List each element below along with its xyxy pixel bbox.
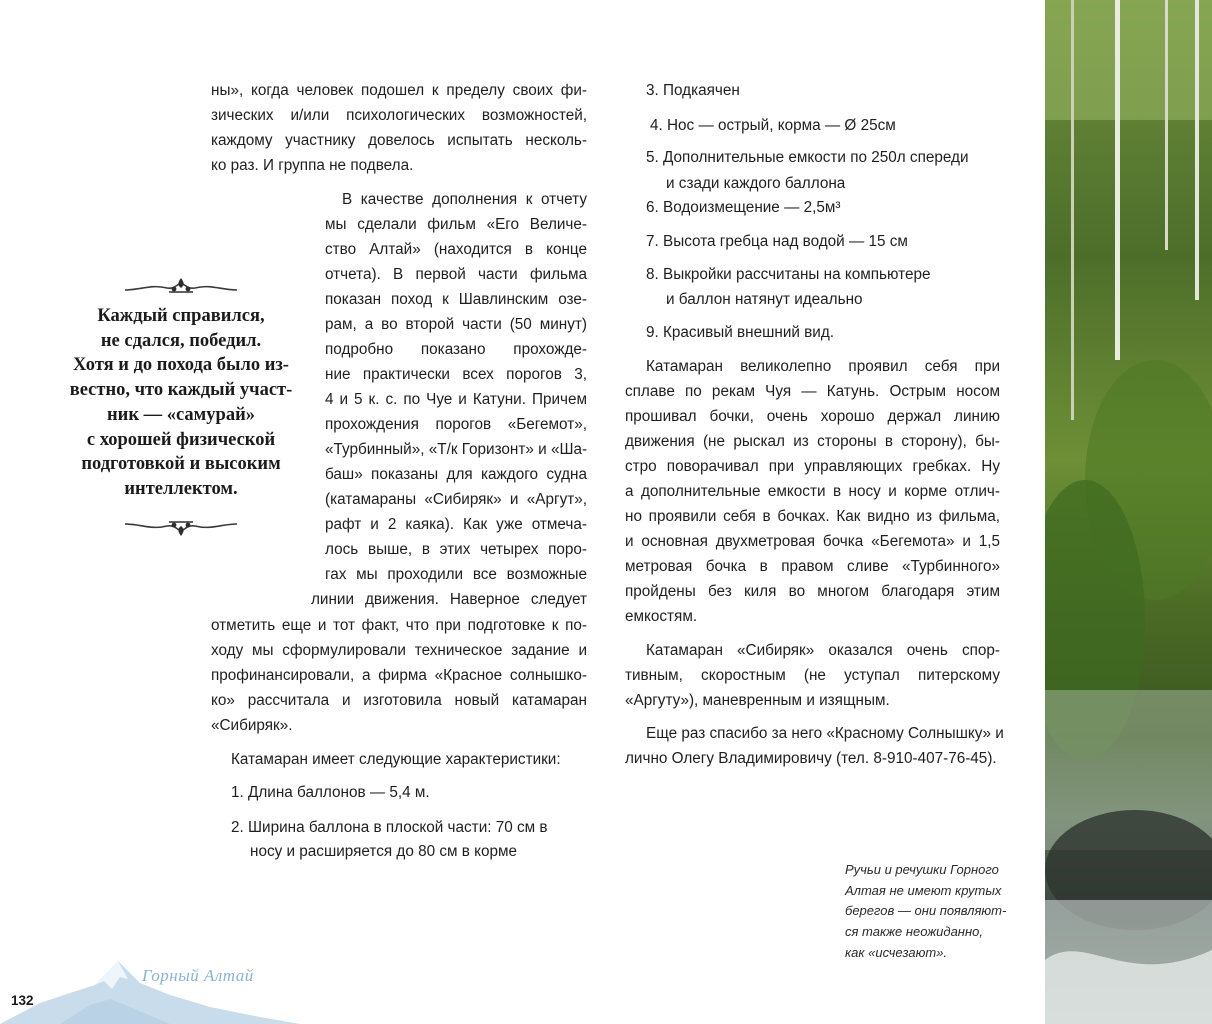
caption-line: берегов — они появляют- [845, 903, 1007, 919]
pull-quote [45, 276, 317, 538]
text-line: линии движения. Наверное следует [311, 591, 587, 608]
text-line: но проявили себя в бочках. Как видно из фильма, [625, 508, 1000, 525]
text-line: рафт и 2 каяка). Как уже отмеча- [325, 516, 587, 533]
page-number: 132 [11, 993, 34, 1008]
caption-line: Алтая не имеют крутых [845, 882, 1002, 898]
text-line: тивным, скоростным (не уступал питерскому [625, 667, 1000, 684]
quote-line: с хорошей физической [86, 429, 276, 450]
text-line: метровая бочка в правом сливе «Турбинного» [625, 558, 1000, 575]
spec-item: носу и расширяется до 80 см в корме [250, 843, 518, 860]
spec-item: 7. Высота гребца над водой — 15 см [646, 233, 908, 250]
text-line: рам, а во второй части (50 минут) [325, 316, 587, 333]
spec-item: 6. Водоизмещение — 2,5м³ [646, 199, 841, 216]
text-line: 4 и 5 к. с. по Чуе и Катуни. Причем [325, 391, 587, 408]
quote-line: ник — «самурай» [107, 404, 255, 425]
photo-caption [845, 860, 1025, 964]
quote-line: вестно, что каждый участ- [69, 380, 293, 401]
quote-line: Хотя и до похода было из- [73, 355, 289, 376]
text-line: сплаве по рекам Чуя — Катунь. Острым носом [625, 383, 1000, 400]
text-line: лично Олегу Владимировичу (тел. 8-910-407-76-45). [625, 750, 997, 767]
spec-item: 9. Красивый внешний вид. [646, 324, 835, 341]
book-title: Горный Алтай [142, 966, 254, 985]
text-line: ходу мы сформулировали техническое задание и [211, 642, 587, 659]
text-line: подробно показано прохожде- [325, 341, 587, 358]
spec-item: 4. Нос — острый, корма — Ø 25см [650, 117, 896, 134]
quote-line: интеллектом. [124, 478, 238, 499]
text-line: Катамаран великолепно проявил себя при [646, 358, 1000, 375]
text-line: емкостям. [625, 608, 698, 625]
quote-line: не сдался, победил. [100, 330, 262, 351]
text-line: движения (не рыскал из стороны в сторону), бы- [625, 433, 1000, 450]
text-line: «Сибиряк». [211, 717, 293, 734]
ornament-bottom-icon [121, 518, 241, 538]
spec-item: 5. Дополнительные емкости по 250л спереди [646, 149, 969, 166]
text-line: мы сделали фильм «Его Величе- [325, 216, 587, 233]
text-line: отметить еще и тот факт, что при подготовке к по- [211, 617, 587, 634]
text-line: стро поворачивал при управляющих гребках. Ну [625, 458, 1000, 475]
text-line: ны», когда человек подошел к пределу своих фи- [211, 82, 587, 99]
caption-line: Ручьи и речушки Горного [845, 862, 999, 877]
forest-stream-photo [1045, 0, 1212, 1024]
text-line: прохождения порогов «Бегемот», [325, 416, 587, 433]
text-line: пройдены без киля во многом благодаря этим [625, 583, 1000, 600]
text-line: профинансировали, а фирма «Красное солнышко- [211, 667, 587, 684]
spec-item: 1. Длина баллонов — 5,4 м. [231, 784, 430, 801]
text-line: ко» рассчитала и изготовила новый катамаран [211, 692, 587, 709]
text-line: ство Алтай» (находится в конце [325, 241, 587, 258]
text-line: (катамараны «Сибиряк» и «Аргут», [325, 491, 587, 508]
caption-line: ся также неожиданно, [845, 924, 983, 940]
text-line: баш» показаны для каждого судна [325, 466, 587, 483]
photo-artwork-icon [1045, 0, 1212, 1024]
text-line: отчета). В первой части фильма [325, 266, 587, 283]
text-line: гах мы проходили все возможные [325, 566, 587, 583]
text-line: «Аргуту»), маневренным и изящным. [625, 692, 890, 709]
quote-line: подготовкой и высоким [81, 454, 281, 475]
ornament-top-icon [121, 276, 241, 296]
text-line: каждому участнику довелось испытать несколь- [211, 132, 587, 149]
text-line: Катамаран «Сибиряк» оказался очень спор- [646, 642, 1000, 659]
spec-item: 2. Ширина баллона в плоской части: 70 см в [231, 819, 548, 836]
text-line: Еще раз спасибо за него «Красному Солнышку» и [646, 725, 1004, 742]
text-line: зических и/или психологических возможностей, [211, 107, 587, 124]
text-line: ние практически всех порогов 3, [325, 366, 587, 383]
text-line: ко раз. И группа не подвела. [211, 157, 414, 174]
spec-item: и сзади каждого баллона [666, 175, 846, 192]
spec-item: и баллон натянут идеально [666, 291, 863, 308]
spec-intro: Катамаран имеет следующие характеристики: [231, 751, 561, 768]
spec-item: 3. Подкаячен [646, 82, 740, 99]
spec-item: 8. Выкройки рассчитаны на компьютере [646, 266, 931, 283]
quote-line: Каждый справился, [97, 306, 265, 326]
text-line: показан поход к Шавлинским озе- [325, 291, 587, 308]
text-line: «Турбинный», «Т/к Горизонт» и «Ша- [325, 441, 588, 458]
text-line: а дополнительные емкости в носу и корме отлич- [625, 483, 1000, 500]
text-line: прошивал бочки, очень хорошо держал линию [625, 408, 1000, 425]
caption-line: как «исчезают». [845, 944, 948, 960]
text-line: лось выше, в этих четырех поро- [325, 541, 587, 558]
text-line: и основная двухметровая бочка «Бегемота» и 1,5 [625, 533, 1000, 550]
text-line: В качестве дополнения к отчету [342, 191, 587, 208]
